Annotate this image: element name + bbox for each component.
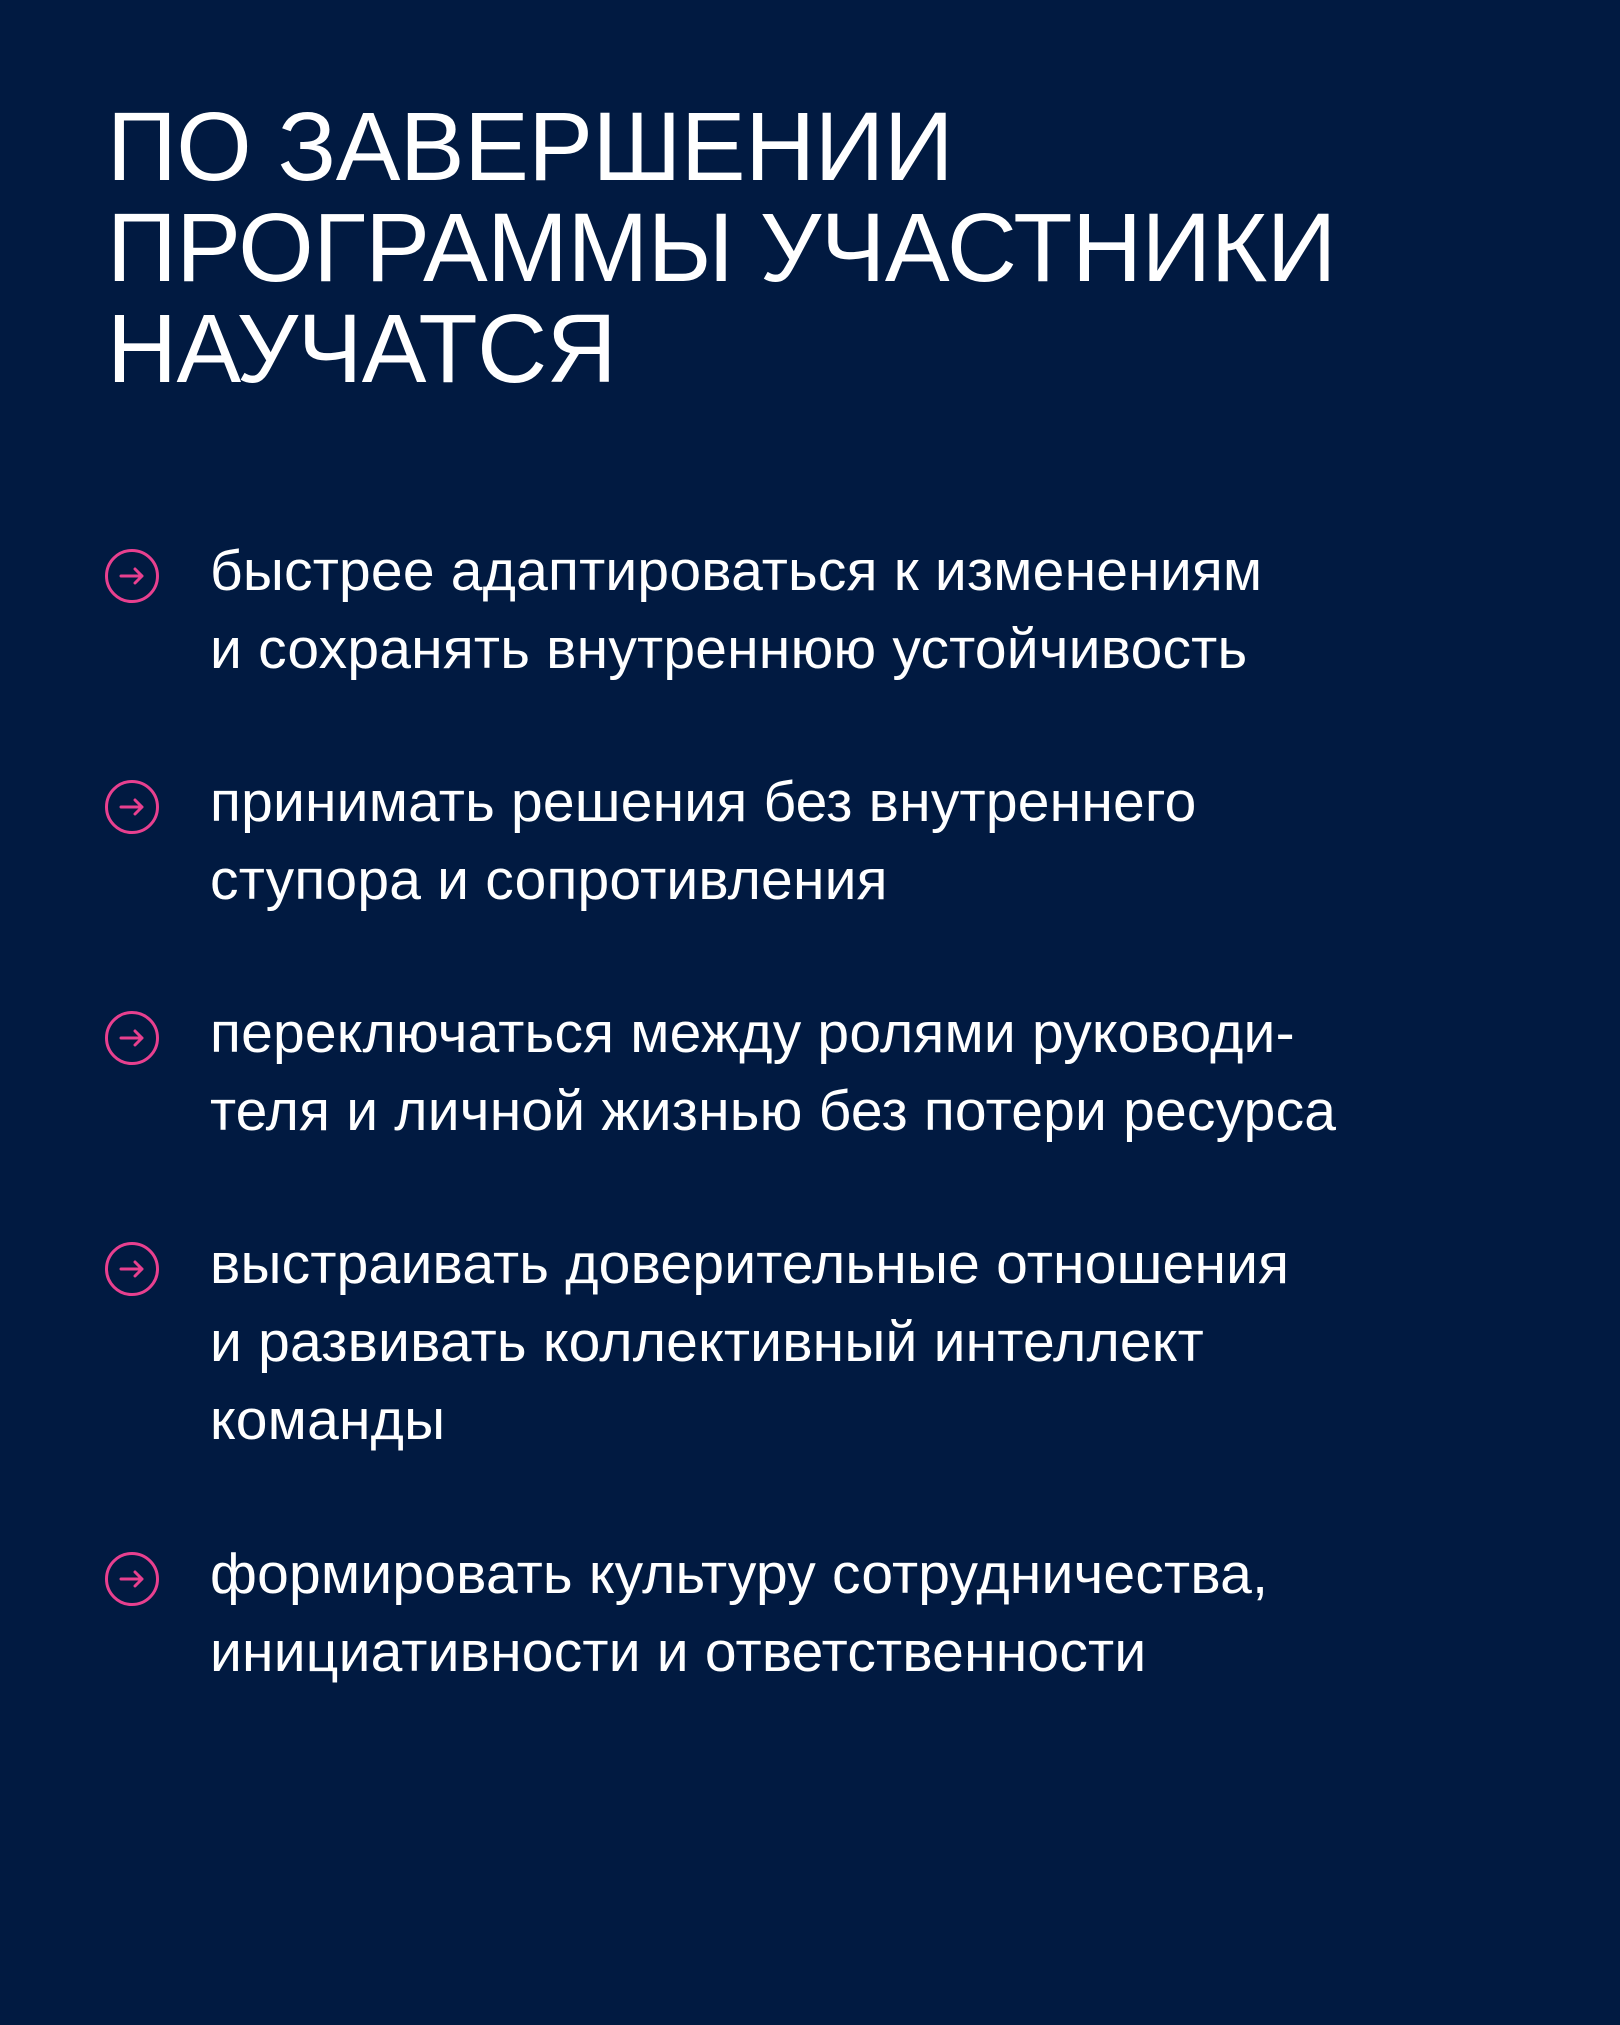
page-title (107, 92, 1520, 403)
text-line: выстраивать доверительные отношения (210, 1232, 1290, 1296)
text-line: теля и личной жизнью без потери ресурса (210, 1079, 1337, 1143)
text-line: ступора и сопротивления (210, 848, 888, 912)
list-item (104, 763, 1544, 919)
text-line: быстрее адаптироваться к изменениям (210, 539, 1263, 603)
arrow-right-circle-icon (104, 779, 160, 835)
text-line: формировать культуру сотрудничества, (210, 1542, 1269, 1606)
text-line: инициативности и ответственности (210, 1620, 1147, 1684)
title-line: ПРОГРАММЫ УЧАСТНИКИ (107, 193, 1337, 302)
outcomes-list (104, 532, 1544, 1766)
title-line: ПО ЗАВЕРШЕНИИ (107, 92, 954, 201)
list-item-text (210, 532, 1262, 688)
list-item (104, 1225, 1544, 1459)
title-line: НАУЧАТСЯ (107, 294, 617, 403)
text-line: принимать решения без внутреннего (210, 770, 1197, 834)
list-item-text (210, 994, 1336, 1150)
arrow-right-circle-icon (104, 548, 160, 604)
list-item (104, 994, 1544, 1150)
text-line: команды (210, 1388, 446, 1452)
list-item-text (210, 1535, 1268, 1691)
text-line: и развивать коллективный интеллект (210, 1310, 1204, 1374)
list-item (104, 1535, 1544, 1691)
arrow-right-circle-icon (104, 1551, 160, 1607)
list-item-text (210, 1225, 1289, 1459)
list-item (104, 532, 1544, 688)
list-item-text (210, 763, 1197, 919)
text-line: переключаться между ролями руководи- (210, 1001, 1295, 1065)
text-line: и сохранять внутреннюю устойчивость (210, 617, 1248, 681)
arrow-right-circle-icon (104, 1010, 160, 1066)
arrow-right-circle-icon (104, 1241, 160, 1297)
